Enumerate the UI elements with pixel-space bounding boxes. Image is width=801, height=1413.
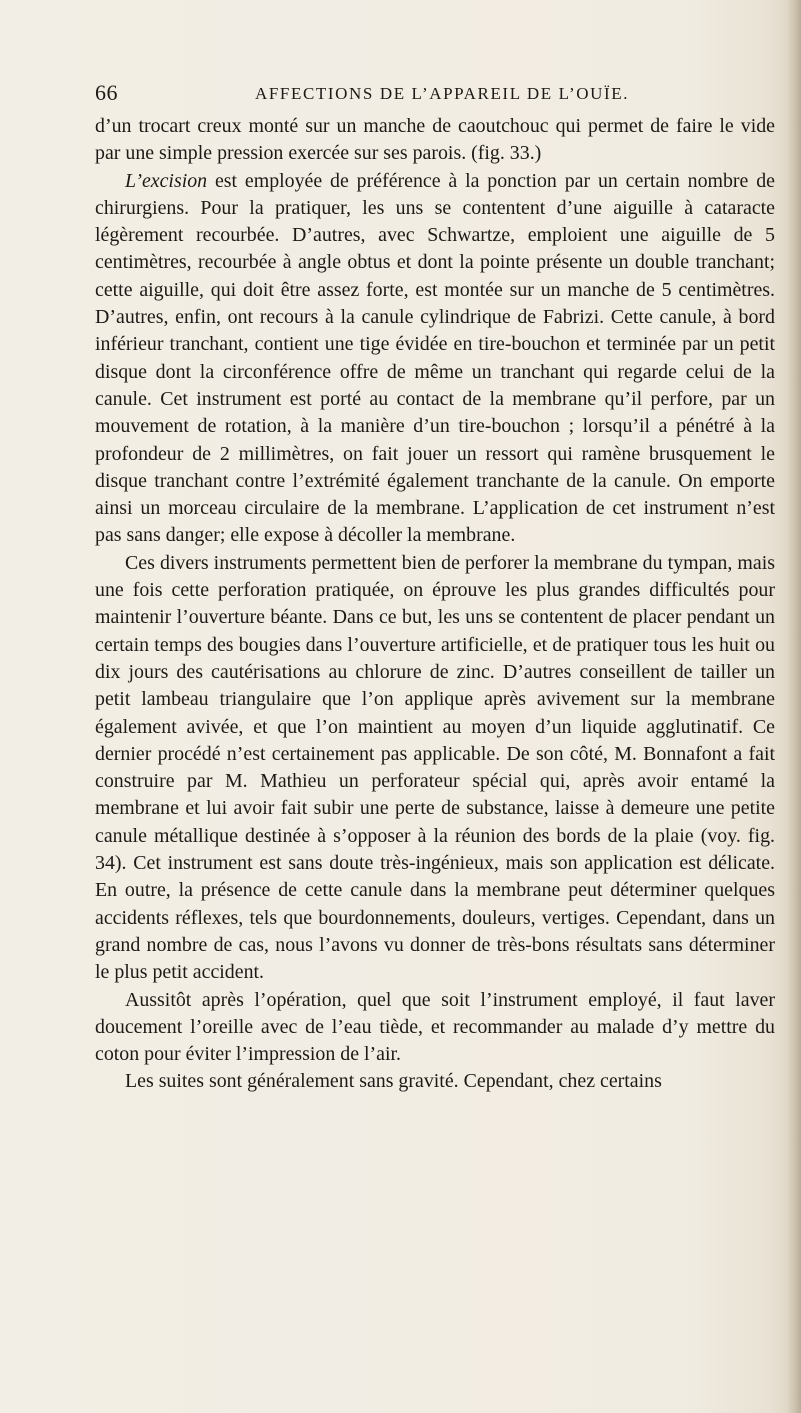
page-number: 66 xyxy=(95,80,118,105)
page-edge-shadow xyxy=(787,0,801,1413)
italic-lead-term: L’excision xyxy=(125,169,208,192)
paragraph xyxy=(95,1068,775,1095)
paragraph-text: est employée de préférence à la ponction par un certain nombre de chirurgiens. Pour la pratiquer, les uns se contentent d’une aiguille à cataracte légèrement recourbée. D’autres, avec Schwartze, emploient une aiguille de 5 centimètres, recourbée à angle obtus et dont la pointe présente un double tranchant; cette aiguille, qui doit être assez forte, est montée sur un manche de 5 centimètres. D’autres, enfin, ont recours à la canule cylindrique de Fabrizi. Cette canule, à bord inférieur tranchant, contient une tige évidée en tire-bouchon et terminée par un petit disque dont la circonférence offre de même un tranchant qui regarde celui de la canule. Cet instrument est porté au contact de la membrane qu’il perfore, par un mouvement de rotation, à la manière d’un tire-bouchon ; lorsqu’il a pénétré à la profondeur de 2 millimètres, on fait jouer un ressort qui ramène brusquement le disque tranchant contre l’extrémité également tranchante de la canule. On emporte ainsi un morceau circulaire de la membrane. L’application de cet instrument n’est pas sans danger; elle expose à décoller la membrane. xyxy=(95,169,775,547)
paragraph xyxy=(95,987,775,1069)
paragraph-text: Les suites sont généralement sans gravité. Cependant, chez certains xyxy=(125,1070,662,1093)
paragraph-text: Ces divers instruments permettent bien de perforer la membrane du tympan, mais une fois cette perforation pratiquée, on éprouve les plus grandes difficultés pour maintenir l’ouverture béante. Dans ce but, les uns se contentent de placer pendant un certain temps des bougies dans l’ouverture artificielle, et de pratiquer tous les huit ou dix jours des cautérisations au chlorure de zinc. D’autres conseillent de tailler un petit lambeau triangulaire que l’on applique après avivement sur la membrane également avivée, et que l’on maintient au moyen d’un liquide agglutinatif. Ce dernier procédé n’est certainement pas applicable. De son côté, M. Bonnafont a fait construire par M. Mathieu un perforateur spécial qui, après avoir entamé la membrane et lui avoir fait subir une perte de substance, laisse à demeure une petite canule métallique destinée à s’opposer à la réunion des bords de la plaie (voy. fig. 34). Cet instrument est sans doute très-ingénieux, mais son application est délicate. En outre, la présence de cette canule dans la membrane peut déterminer quelques accidents réflexes, tels que bourdonnements, douleurs, vertiges. Cependant, dans un grand nombre de cas, nous l’avons vu donner de très-bons résultats sans déterminer le plus petit accident. xyxy=(95,551,775,984)
page-header xyxy=(95,80,735,110)
paragraph xyxy=(95,113,775,168)
paragraph-text: Aussitôt après l’opération, quel que soit l’instrument employé, il faut laver doucement l’oreille avec de l’eau tiède, et recommander au malade d’y mettre du coton pour éviter l’impression de l’air. xyxy=(95,988,775,1066)
paragraph-text: d’un trocart creux monté sur un manche de caoutchouc qui permet de faire le vide par une simple pression exercée sur ses parois. (fig. 33.) xyxy=(95,115,775,165)
paragraph xyxy=(95,550,775,987)
body-text xyxy=(95,113,775,1096)
running-title: AFFECTIONS DE L’APPAREIL DE L’OUÏE. xyxy=(255,84,630,103)
paragraph xyxy=(95,168,775,550)
